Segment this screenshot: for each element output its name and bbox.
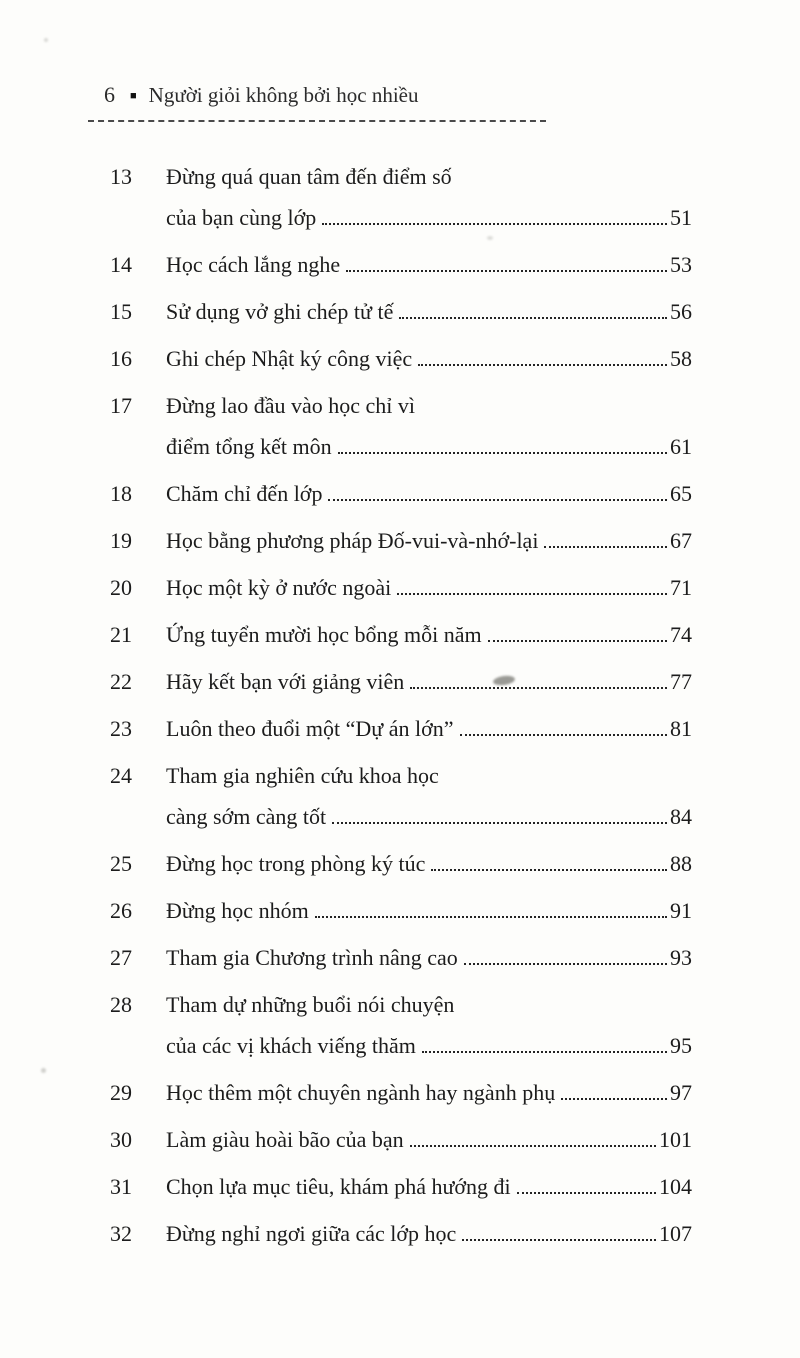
toc-entry-body [166,567,692,608]
toc-entry-body [166,338,692,379]
toc-entry-number: 30 [110,1127,132,1152]
toc-dots-leader [410,687,667,689]
toc-entry-body [166,890,692,931]
toc-entry-title: Đừng nghỉ ngơi giữa các lớp học [166,1221,457,1246]
toc-entry-body [166,1072,692,1113]
toc-dots-leader [488,640,667,642]
toc-page-number: 74 [670,622,692,647]
toc-entry-title: Ghi chép Nhật ký công việc [166,346,413,371]
toc-page-number: 77 [670,669,692,694]
toc-entry [110,156,692,238]
toc-dots-leader [431,869,667,871]
toc-entry-number: 29 [110,1080,132,1105]
toc-entry-number: 19 [110,528,132,553]
toc-entry-title: Đừng quá quan tâm đến điểm số [166,164,452,189]
toc-dots-leader [410,1145,656,1147]
toc-dots-leader [517,1192,656,1194]
toc-entry [110,890,692,931]
toc-entry-body [166,708,692,749]
toc-dots-leader [397,593,667,595]
toc-page-number: 95 [670,1033,692,1058]
toc-entry-number: 14 [110,252,132,277]
toc-page-number: 58 [670,346,692,371]
toc-entry [110,661,692,702]
toc-entry [110,1119,692,1160]
toc-dots-leader [399,317,667,319]
folio-page-number: 6 [104,82,116,107]
toc-entry-number: 21 [110,622,132,647]
toc-entry [110,385,692,467]
toc-entry-title: Học một kỳ ở nước ngoài [166,575,392,600]
square-bullet-icon: ■ [130,89,137,102]
toc-entry [110,291,692,332]
toc-page-number: 67 [670,528,692,553]
toc-entry [110,755,692,837]
toc-entry-number: 32 [110,1221,132,1246]
scan-speck-artifact [44,38,48,42]
toc-entry-number: 13 [110,164,132,189]
toc-dots-leader [346,270,667,272]
toc-entry-number: 15 [110,299,132,324]
toc-entry-title: Làm giàu hoài bão của bạn [166,1127,404,1152]
toc-entry-body [166,661,692,702]
toc-entry-title: Đừng học nhóm [166,898,309,923]
toc-entry [110,473,692,514]
toc-entry-title: Chọn lựa mục tiêu, khám phá hướng đi [166,1174,511,1199]
scan-speck-artifact [487,236,493,240]
toc-page-number: 71 [670,575,692,600]
toc-entry [110,1072,692,1113]
toc-page-number: 81 [670,716,692,741]
toc-entry-title: Tham gia nghiên cứu khoa học [166,763,439,788]
toc-entry-title: Học cách lắng nghe [166,252,341,277]
toc-page-number: 65 [670,481,692,506]
toc-entry-body [166,984,692,1066]
toc-page-number: 53 [670,252,692,277]
toc-entry-number: 31 [110,1174,132,1199]
toc-entry-number: 22 [110,669,132,694]
toc-dots-leader [418,364,667,366]
toc-entry [110,614,692,655]
toc-entry-body [166,1213,692,1254]
toc-entry-title: Luôn theo đuổi một “Dự án lớn” [166,716,454,741]
toc-entry [110,520,692,561]
toc-page-number: 88 [670,851,692,876]
toc-entry-title: Ứng tuyển mười học bổng mỗi năm [166,622,482,647]
toc-entry-body [166,1166,692,1207]
scan-speck-artifact [41,1068,46,1073]
toc-entry-number: 18 [110,481,132,506]
toc-entry-number: 20 [110,575,132,600]
toc-entry-title: của các vị khách viếng thăm [166,1033,416,1058]
toc-entry-body [166,385,692,467]
toc-entry-number: 23 [110,716,132,741]
toc-entry-body [166,156,692,238]
toc-dots-leader [332,822,667,824]
toc-page-number: 56 [670,299,692,324]
toc-dots-leader [544,546,667,548]
toc-entry-number: 24 [110,763,132,788]
toc-entry-title: Tham gia Chương trình nâng cao [166,945,458,970]
toc-entry-title: Hãy kết bạn với giảng viên [166,669,405,694]
toc-list [110,156,692,1254]
toc-page-number: 107 [659,1221,692,1246]
toc-entry [110,937,692,978]
toc-entry-number: 25 [110,851,132,876]
toc-entry-title: Đừng lao đầu vào học chỉ vì [166,393,415,418]
toc-dots-leader [561,1098,667,1100]
toc-page-number: 51 [670,205,692,230]
toc-entry-number: 17 [110,393,132,418]
toc-entry-body [166,244,692,285]
toc-entry-body [166,473,692,514]
toc-entry [110,984,692,1066]
toc-entry [110,338,692,379]
toc-entry [110,1166,692,1207]
toc-entry-title: Tham dự những buổi nói chuyện [166,992,455,1017]
toc-entry-number: 16 [110,346,132,371]
toc-entry-title: Chăm chỉ đến lớp [166,481,323,506]
toc-entry-body [166,755,692,837]
toc-page-number: 91 [670,898,692,923]
toc-entry-body [166,843,692,884]
toc-entry-number: 26 [110,898,132,923]
toc-entry-number: 27 [110,945,132,970]
toc-dots-leader [322,223,667,225]
toc-entry-title: Đừng học trong phòng ký túc [166,851,426,876]
toc-page-number: 61 [670,434,692,459]
toc-dots-leader [328,499,667,501]
running-head [88,82,546,122]
toc-dots-leader [338,452,667,454]
toc-entry-body [166,520,692,561]
toc-dots-leader [422,1051,667,1053]
toc-entry-title: Sử dụng vở ghi chép tử tế [166,299,394,324]
book-title: Người giỏi không bởi học nhiều [148,83,419,107]
toc-dots-leader [462,1239,656,1241]
toc-entry [110,244,692,285]
toc-page-number: 93 [670,945,692,970]
toc-entry [110,843,692,884]
toc-dots-leader [460,734,667,736]
toc-entry [110,567,692,608]
toc-entry [110,1213,692,1254]
toc-entry-title: Học thêm một chuyên ngành hay ngành phụ [166,1080,556,1105]
toc-page-number: 104 [659,1174,692,1199]
toc-entry-body [166,291,692,332]
toc-page-number: 97 [670,1080,692,1105]
toc-entry-body [166,937,692,978]
toc-entry-title: Học bằng phương pháp Đố-vui-và-nhớ-lại [166,528,539,553]
toc-entry-number: 28 [110,992,132,1017]
toc-entry-body [166,1119,692,1160]
toc-entry-body [166,614,692,655]
toc-entry [110,708,692,749]
toc-entry-title: của bạn cùng lớp [166,205,317,230]
toc-page-number: 101 [659,1127,692,1152]
toc-dots-leader [464,963,667,965]
toc-page-number: 84 [670,804,692,829]
toc-entry-title: điểm tổng kết môn [166,434,332,459]
toc-entry-title: càng sớm càng tốt [166,804,327,829]
toc-dots-leader [315,916,667,918]
